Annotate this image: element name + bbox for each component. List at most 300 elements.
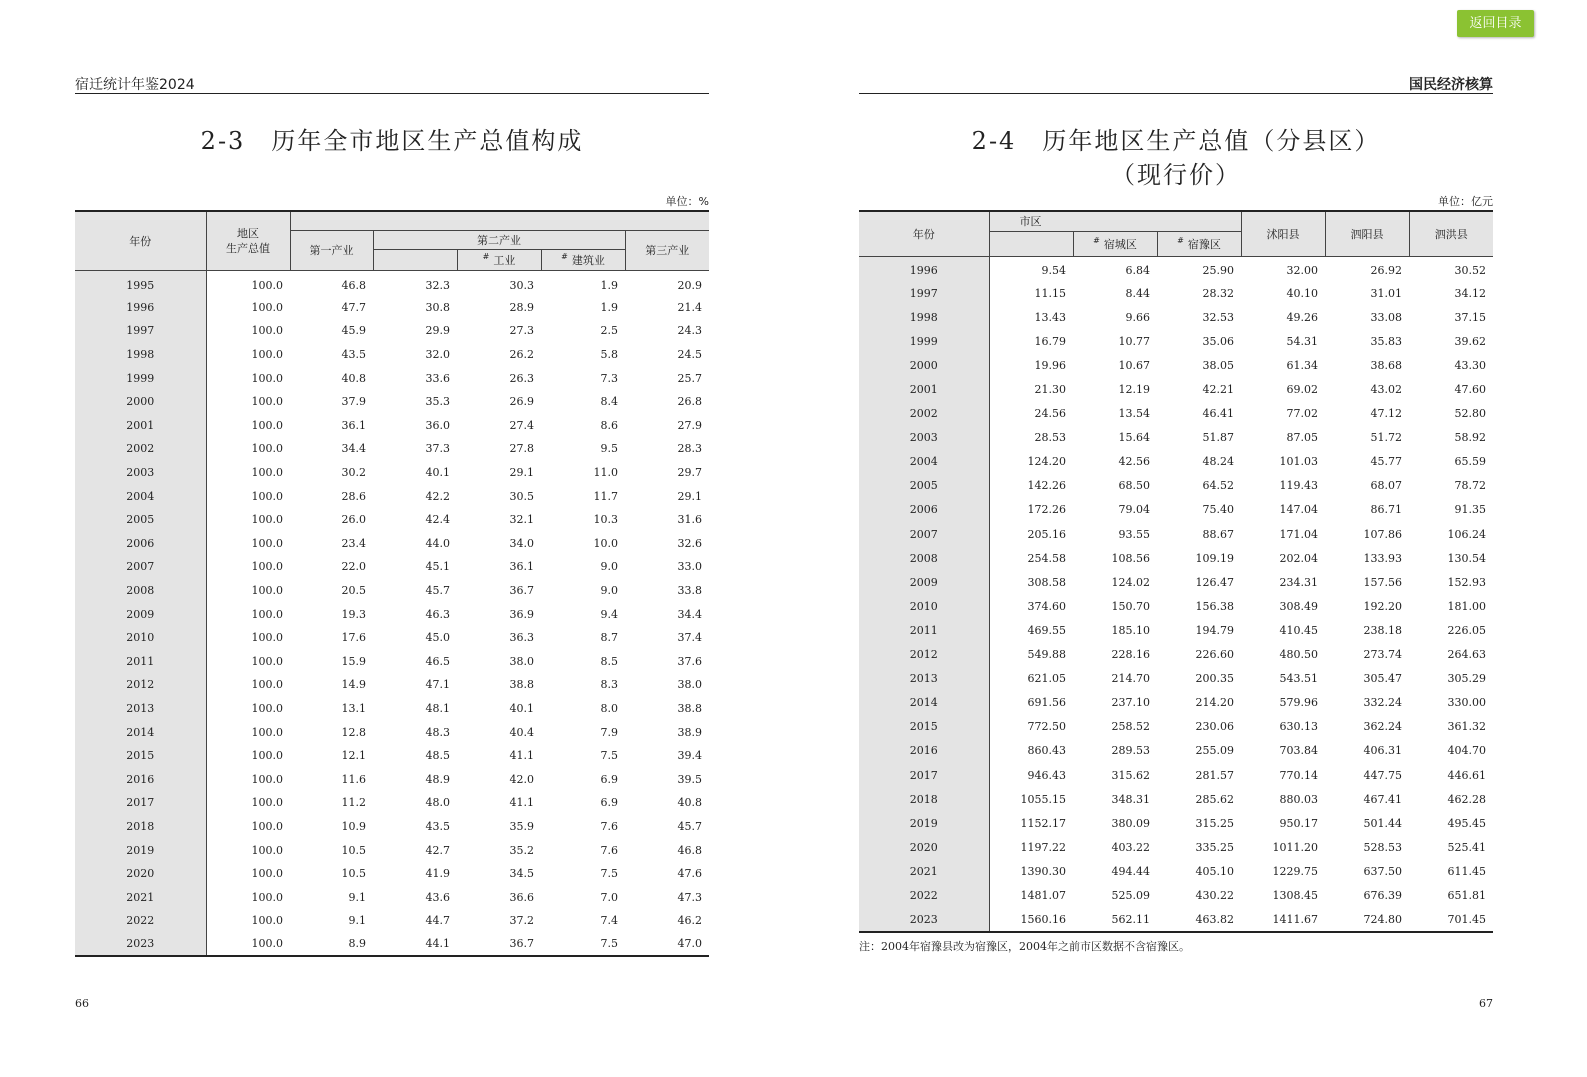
table-row	[859, 618, 1493, 642]
value-cell: 47.7	[341, 300, 366, 314]
value-cell: 37.9	[341, 395, 366, 409]
value-cell: 494.44	[1111, 864, 1150, 878]
value-cell: 100.0	[251, 654, 283, 668]
value-cell: 22.0	[341, 560, 366, 574]
value-cell: 10.9	[341, 819, 366, 833]
value-cell: 124.02	[1111, 575, 1150, 589]
value-cell: 69.02	[1286, 383, 1318, 397]
value-cell: 305.29	[1447, 672, 1486, 686]
year-cell: 2004	[859, 450, 989, 474]
year-cell: 1995	[75, 270, 206, 296]
value-cell: 68.50	[1118, 479, 1150, 493]
value-cell: 255.09	[1195, 744, 1234, 758]
value-cell: 100.0	[251, 560, 283, 574]
table-row	[75, 838, 709, 862]
table-row	[859, 691, 1493, 715]
value-cell: 7.5	[600, 749, 618, 763]
value-cell: 9.66	[1125, 310, 1150, 324]
year-cell: 2003	[75, 461, 206, 485]
value-cell: 258.52	[1111, 720, 1150, 734]
value-cell: 28.53	[1034, 431, 1066, 445]
header-primary: 第一产业	[290, 230, 373, 270]
value-cell: 106.24	[1447, 527, 1486, 541]
table-row	[75, 720, 709, 744]
table-row	[75, 909, 709, 933]
value-cell: 36.7	[509, 584, 534, 598]
value-cell: 579.96	[1279, 696, 1318, 710]
value-cell: 701.45	[1447, 912, 1486, 926]
header-tertiary: 第三产业	[625, 230, 709, 270]
year-cell: 2006	[859, 498, 989, 522]
value-cell: 48.24	[1202, 455, 1234, 469]
table-row	[859, 594, 1493, 618]
value-cell: 308.58	[1027, 575, 1066, 589]
table-row	[75, 767, 709, 791]
value-cell: 100.0	[251, 371, 283, 385]
header-year-right: 年份	[859, 211, 989, 256]
year-cell: 1999	[75, 366, 206, 390]
value-cell: 335.25	[1195, 840, 1234, 854]
value-cell: 39.5	[677, 772, 702, 786]
year-cell: 2014	[75, 720, 206, 744]
table-row	[859, 281, 1493, 305]
value-cell: 100.0	[251, 725, 283, 739]
value-cell: 42.56	[1118, 455, 1150, 469]
value-cell: 46.3	[425, 607, 450, 621]
value-cell: 181.00	[1447, 599, 1486, 613]
value-cell: 315.25	[1195, 816, 1234, 830]
value-cell: 611.45	[1447, 864, 1486, 878]
value-cell: 91.35	[1454, 503, 1486, 517]
value-cell: 37.15	[1454, 310, 1486, 324]
year-cell: 2013	[859, 667, 989, 691]
value-cell: 8.3	[600, 678, 618, 692]
value-cell: 9.0	[600, 560, 618, 574]
value-cell: 100.0	[251, 843, 283, 857]
table-row	[75, 650, 709, 674]
value-cell: 39.4	[677, 749, 702, 763]
value-cell: 43.6	[425, 890, 450, 904]
value-cell: 172.26	[1027, 503, 1066, 517]
value-cell: 410.45	[1279, 623, 1318, 637]
value-cell: 285.62	[1195, 792, 1234, 806]
table-row	[75, 673, 709, 697]
value-cell: 100.0	[251, 890, 283, 904]
value-cell: 20.5	[341, 584, 366, 598]
value-cell: 24.56	[1034, 407, 1066, 421]
value-cell: 528.53	[1363, 840, 1402, 854]
value-cell: 11.0	[593, 466, 618, 480]
back-to-contents-button[interactable]: 返回目录	[1457, 10, 1534, 37]
table-row	[859, 256, 1493, 281]
table-row	[859, 546, 1493, 570]
value-cell: 35.9	[509, 819, 534, 833]
year-cell: 2009	[75, 602, 206, 626]
year-cell: 2013	[75, 697, 206, 721]
value-cell: 54.31	[1286, 334, 1318, 348]
value-cell: 29.9	[425, 324, 450, 338]
value-cell: 100.0	[251, 584, 283, 598]
value-cell: 100.0	[251, 466, 283, 480]
value-cell: 11.2	[341, 796, 366, 810]
value-cell: 42.2	[425, 489, 450, 503]
value-cell: 25.7	[677, 371, 702, 385]
value-cell: 29.1	[509, 466, 534, 480]
table-row	[859, 859, 1493, 883]
value-cell: 8.0	[600, 701, 618, 715]
value-cell: 35.06	[1202, 334, 1234, 348]
header-sihong: 泗洪县	[1409, 211, 1493, 256]
value-cell: 17.6	[341, 631, 366, 645]
value-cell: 362.24	[1363, 720, 1402, 734]
value-cell: 7.5	[600, 937, 618, 951]
value-cell: 30.3	[509, 278, 534, 292]
table-title-2-3: 2-3 历年全市地区生产总值构成	[200, 127, 584, 155]
value-cell: 30.5	[509, 489, 534, 503]
value-cell: 77.02	[1286, 407, 1318, 421]
year-cell: 2005	[859, 474, 989, 498]
yearbook-title: 宿迁统计年鉴2024	[75, 77, 195, 93]
value-cell: 651.81	[1447, 888, 1486, 902]
value-cell: 770.14	[1279, 768, 1318, 782]
value-cell: 950.17	[1279, 816, 1318, 830]
value-cell: 1152.17	[1020, 816, 1066, 830]
value-cell: 142.26	[1027, 479, 1066, 493]
value-cell: 676.39	[1363, 888, 1402, 902]
year-cell: 1996	[859, 256, 989, 281]
value-cell: 37.3	[425, 442, 450, 456]
table-row	[75, 815, 709, 839]
value-cell: 9.54	[1041, 264, 1066, 278]
table-row	[75, 343, 709, 367]
table-row	[75, 296, 709, 320]
table-row	[75, 461, 709, 485]
header-suchen: # 宿城区	[1073, 231, 1157, 256]
value-cell: 13.43	[1034, 310, 1066, 324]
value-cell: 621.05	[1027, 672, 1066, 686]
value-cell: 100.0	[251, 536, 283, 550]
value-cell: 78.72	[1454, 479, 1486, 493]
year-cell: 2022	[859, 883, 989, 907]
value-cell: 36.3	[509, 631, 534, 645]
value-cell: 525.09	[1111, 888, 1150, 902]
value-cell: 47.1	[425, 678, 450, 692]
year-cell: 2000	[75, 390, 206, 414]
value-cell: 238.18	[1363, 623, 1402, 637]
value-cell: 289.53	[1111, 744, 1150, 758]
value-cell: 724.80	[1363, 912, 1402, 926]
year-cell: 2003	[859, 426, 989, 450]
value-cell: 46.8	[341, 278, 366, 292]
value-cell: 28.32	[1202, 286, 1234, 300]
value-cell: 126.47	[1195, 575, 1234, 589]
table-row	[75, 366, 709, 390]
value-cell: 264.63	[1447, 648, 1486, 662]
value-cell: 9.1	[348, 890, 366, 904]
value-cell: 1197.22	[1020, 840, 1066, 854]
value-cell: 30.8	[425, 300, 450, 314]
value-cell: 41.1	[509, 749, 534, 763]
header-gdp: 地区 生产总值	[206, 211, 290, 270]
value-cell: 12.8	[341, 725, 366, 739]
value-cell: 26.2	[509, 348, 534, 362]
value-cell: 32.53	[1202, 310, 1234, 324]
value-cell: 48.0	[425, 796, 450, 810]
table-title-2-4: 2-4 历年地区生产总值（分县区） （现行价）	[971, 127, 1381, 189]
value-cell: 9.0	[600, 584, 618, 598]
value-cell: 200.35	[1195, 672, 1234, 686]
value-cell: 100.0	[251, 701, 283, 715]
value-cell: 1.9	[600, 278, 618, 292]
value-cell: 14.9	[341, 678, 366, 692]
value-cell: 40.10	[1286, 286, 1318, 300]
year-cell: 2017	[75, 791, 206, 815]
value-cell: 1011.20	[1272, 840, 1318, 854]
year-cell: 2012	[75, 673, 206, 697]
value-cell: 11.7	[593, 489, 618, 503]
value-cell: 1481.07	[1020, 888, 1066, 902]
header-suyu: # 宿豫区	[1157, 231, 1241, 256]
value-cell: 38.68	[1370, 358, 1402, 372]
table-row	[75, 602, 709, 626]
value-cell: 32.3	[425, 278, 450, 292]
value-cell: 447.75	[1363, 768, 1402, 782]
value-cell: 32.0	[425, 348, 450, 362]
value-cell: 24.3	[677, 324, 702, 338]
value-cell: 234.31	[1279, 575, 1318, 589]
value-cell: 156.38	[1195, 599, 1234, 613]
value-cell: 79.04	[1118, 503, 1150, 517]
header-industry: # 工业	[457, 249, 541, 270]
value-cell: 228.16	[1111, 648, 1150, 662]
value-cell: 39.62	[1454, 334, 1486, 348]
year-cell: 2019	[859, 811, 989, 835]
value-cell: 19.3	[341, 607, 366, 621]
value-cell: 31.01	[1370, 286, 1402, 300]
value-cell: 47.12	[1370, 407, 1402, 421]
value-cell: 36.9	[509, 607, 534, 621]
value-cell: 19.96	[1034, 358, 1066, 372]
value-cell: 543.51	[1279, 672, 1318, 686]
value-cell: 42.0	[509, 772, 534, 786]
value-cell: 46.2	[677, 914, 702, 928]
value-cell: 61.34	[1286, 358, 1318, 372]
value-cell: 35.3	[425, 395, 450, 409]
value-cell: 40.1	[509, 701, 534, 715]
value-cell: 46.41	[1202, 407, 1234, 421]
value-cell: 192.20	[1363, 599, 1402, 613]
value-cell: 462.28	[1447, 792, 1486, 806]
value-cell: 40.8	[677, 796, 702, 810]
left-page	[75, 0, 709, 1077]
value-cell: 100.0	[251, 300, 283, 314]
value-cell: 1.9	[600, 300, 618, 314]
value-cell: 42.7	[425, 843, 450, 857]
value-cell: 100.0	[251, 395, 283, 409]
table-row	[859, 739, 1493, 763]
value-cell: 41.9	[425, 867, 450, 881]
value-cell: 100.0	[251, 513, 283, 527]
value-cell: 100.0	[251, 607, 283, 621]
value-cell: 51.72	[1370, 431, 1402, 445]
year-cell: 2000	[859, 353, 989, 377]
table-row	[75, 744, 709, 768]
value-cell: 45.9	[341, 324, 366, 338]
value-cell: 30.52	[1454, 264, 1486, 278]
table-row	[859, 450, 1493, 474]
value-cell: 38.8	[509, 678, 534, 692]
year-cell: 2009	[859, 570, 989, 594]
value-cell: 47.6	[677, 867, 702, 881]
value-cell: 27.4	[509, 418, 534, 432]
value-cell: 467.41	[1363, 792, 1402, 806]
value-cell: 37.4	[677, 631, 702, 645]
value-cell: 51.87	[1202, 431, 1234, 445]
value-cell: 46.5	[425, 654, 450, 668]
value-cell: 348.31	[1111, 792, 1150, 806]
value-cell: 691.56	[1027, 696, 1066, 710]
value-cell: 38.0	[509, 654, 534, 668]
year-cell: 2004	[75, 484, 206, 508]
value-cell: 1411.67	[1272, 912, 1318, 926]
value-cell: 10.5	[341, 843, 366, 857]
value-cell: 9.4	[600, 607, 618, 621]
value-cell: 100.0	[251, 819, 283, 833]
value-cell: 469.55	[1027, 623, 1066, 637]
value-cell: 100.0	[251, 324, 283, 338]
value-cell: 562.11	[1111, 912, 1150, 926]
value-cell: 6.9	[600, 796, 618, 810]
header-year: 年份	[75, 211, 206, 270]
table-row	[859, 474, 1493, 498]
table-row	[859, 835, 1493, 859]
value-cell: 11.6	[341, 772, 366, 786]
table-row	[75, 270, 709, 296]
value-cell: 194.79	[1195, 623, 1234, 637]
value-cell: 38.05	[1202, 358, 1234, 372]
page-number-right: 67	[1479, 997, 1493, 1010]
value-cell: 34.4	[677, 607, 702, 621]
value-cell: 21.4	[677, 300, 702, 314]
value-cell: 10.5	[341, 867, 366, 881]
year-cell: 2023	[859, 908, 989, 932]
value-cell: 8.5	[600, 654, 618, 668]
year-cell: 1997	[75, 319, 206, 343]
value-cell: 463.82	[1195, 912, 1234, 926]
value-cell: 361.32	[1447, 720, 1486, 734]
value-cell: 1308.45	[1272, 888, 1318, 902]
year-cell: 2023	[75, 933, 206, 957]
table-row	[859, 667, 1493, 691]
table-row	[859, 377, 1493, 401]
value-cell: 48.9	[425, 772, 450, 786]
year-cell: 2001	[75, 414, 206, 438]
value-cell: 40.4	[509, 725, 534, 739]
value-cell: 150.70	[1111, 599, 1150, 613]
value-cell: 101.03	[1279, 455, 1318, 469]
value-cell: 226.05	[1447, 623, 1486, 637]
year-cell: 2010	[75, 626, 206, 650]
table-row	[859, 763, 1493, 787]
value-cell: 15.64	[1118, 431, 1150, 445]
value-cell: 33.8	[677, 584, 702, 598]
value-cell: 10.67	[1118, 358, 1150, 372]
value-cell: 237.10	[1111, 696, 1150, 710]
table-row	[859, 883, 1493, 907]
value-cell: 8.9	[348, 937, 366, 951]
value-cell: 100.0	[251, 749, 283, 763]
value-cell: 6.9	[600, 772, 618, 786]
value-cell: 501.44	[1363, 816, 1402, 830]
value-cell: 185.10	[1111, 623, 1150, 637]
value-cell: 43.02	[1370, 383, 1402, 397]
value-cell: 214.20	[1195, 696, 1234, 710]
value-cell: 47.3	[677, 890, 702, 904]
value-cell: 65.59	[1454, 455, 1486, 469]
value-cell: 8.4	[600, 395, 618, 409]
table-row	[859, 715, 1493, 739]
table-row	[75, 885, 709, 909]
value-cell: 42.4	[425, 513, 450, 527]
value-cell: 100.0	[251, 937, 283, 951]
value-cell: 45.1	[425, 560, 450, 574]
value-cell: 27.3	[509, 324, 534, 338]
value-cell: 2.5	[600, 324, 618, 338]
value-cell: 27.9	[677, 418, 702, 432]
table-row	[75, 319, 709, 343]
table-row	[859, 329, 1493, 353]
year-cell: 2008	[859, 546, 989, 570]
value-cell: 7.5	[600, 867, 618, 881]
value-cell: 43.5	[341, 348, 366, 362]
table-row	[859, 570, 1493, 594]
header-secondary: 第二产业	[373, 230, 625, 249]
value-cell: 41.1	[509, 796, 534, 810]
value-cell: 32.1	[509, 513, 534, 527]
table-row	[75, 791, 709, 815]
value-cell: 12.19	[1118, 383, 1150, 397]
value-cell: 36.7	[509, 937, 534, 951]
value-cell: 45.7	[425, 584, 450, 598]
value-cell: 7.6	[600, 843, 618, 857]
year-cell: 2015	[859, 715, 989, 739]
value-cell: 109.19	[1195, 551, 1234, 565]
year-cell: 1998	[859, 305, 989, 329]
table-row	[859, 787, 1493, 811]
left-table-body	[75, 270, 709, 956]
value-cell: 33.6	[425, 371, 450, 385]
value-cell: 36.0	[425, 418, 450, 432]
value-cell: 637.50	[1363, 864, 1402, 878]
year-cell: 2006	[75, 532, 206, 556]
table-row	[859, 402, 1493, 426]
table-row	[859, 353, 1493, 377]
value-cell: 68.07	[1370, 479, 1402, 493]
value-cell: 23.4	[341, 536, 366, 550]
value-cell: 93.55	[1118, 527, 1150, 541]
value-cell: 32.00	[1286, 264, 1318, 278]
value-cell: 44.0	[425, 536, 450, 550]
value-cell: 214.70	[1111, 672, 1150, 686]
value-cell: 100.0	[251, 442, 283, 456]
value-cell: 157.56	[1363, 575, 1402, 589]
year-cell: 2018	[859, 787, 989, 811]
value-cell: 703.84	[1279, 744, 1318, 758]
year-cell: 2016	[75, 767, 206, 791]
value-cell: 24.5	[677, 348, 702, 362]
chapter-title: 国民经济核算	[1409, 77, 1493, 93]
value-cell: 34.0	[509, 536, 534, 550]
